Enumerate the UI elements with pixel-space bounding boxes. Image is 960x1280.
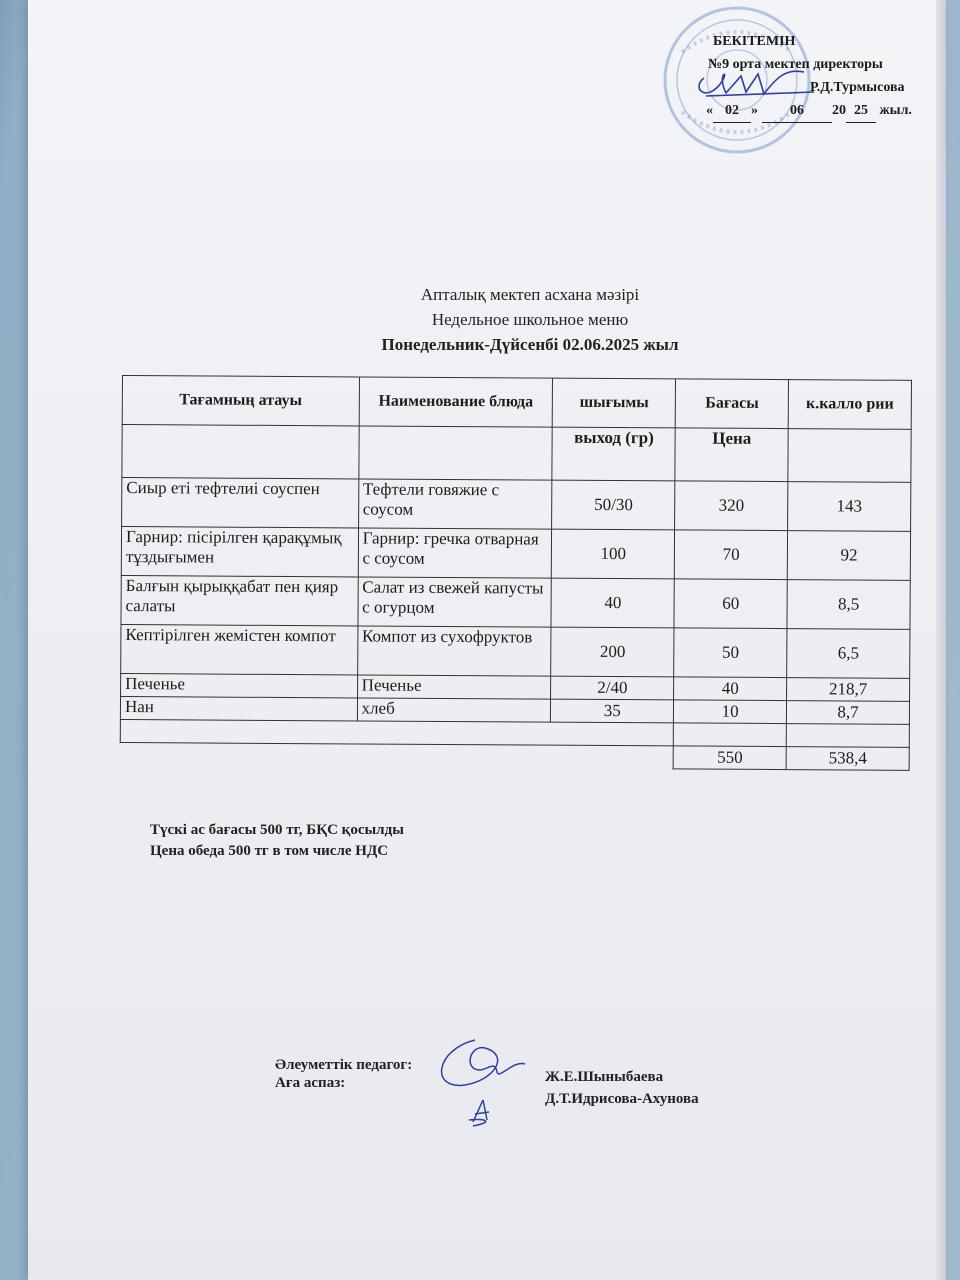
dish-kcal: 92 — [787, 531, 910, 581]
header-output: шығымы — [553, 378, 676, 428]
director-name: Р.Д.Турмысова — [810, 80, 905, 95]
dish-price: 40 — [674, 677, 787, 701]
dish-kcal: 8,7 — [787, 701, 910, 725]
signatures-handwritten — [425, 1030, 535, 1130]
dish-kz: Нан — [120, 696, 357, 720]
approval-title: БЕКІТЕМІН — [713, 34, 796, 49]
dish-output: 2/40 — [551, 676, 674, 700]
dish-price: 10 — [674, 700, 787, 724]
dish-kz: Балғын қырыққабат пен қияр салаты — [121, 575, 358, 625]
subheader-output: выход (гр) — [552, 427, 675, 481]
dish-output: 40 — [551, 578, 674, 628]
dish-kz: Кептірілген жемістен компот — [121, 624, 358, 674]
dish-price: 320 — [675, 481, 788, 531]
subheader-cell — [358, 426, 552, 480]
header-name-kz: Тағамның атауы — [122, 376, 359, 426]
subheader-cell — [788, 429, 911, 483]
dish-output: 35 — [551, 699, 674, 723]
dish-kcal: 8,5 — [787, 580, 910, 630]
header-price: Бағасы — [675, 379, 788, 429]
table-row — [122, 478, 911, 532]
total-spacer — [120, 742, 673, 768]
menu-table — [120, 375, 912, 771]
table-total-row — [120, 742, 909, 770]
dish-ru: Печенье — [357, 675, 551, 699]
blank-cell — [674, 723, 787, 747]
dish-kcal: 6,5 — [787, 629, 910, 679]
subheader-price: Цена — [675, 428, 788, 482]
role-head-cook: Аға аспаз: — [275, 1075, 346, 1091]
dish-output: 200 — [551, 627, 674, 677]
table-subheader — [122, 425, 911, 483]
date-month: 06 — [762, 99, 832, 123]
dish-output: 50/30 — [552, 480, 675, 530]
dish-kz: Гарнир: пісірілген қарақұмық тұздығымен — [121, 527, 358, 577]
dish-output: 100 — [552, 529, 675, 579]
name-head-cook: Д.Т.Идрисова-Ахунова — [545, 1091, 699, 1107]
role-social-pedagogue: Әлеуметтік педагог: — [275, 1057, 413, 1073]
signer-roles — [275, 1056, 412, 1092]
blank-cell — [786, 724, 909, 748]
director-signature — [686, 48, 826, 128]
dish-kcal: 218,7 — [787, 678, 910, 702]
table-row — [121, 624, 910, 678]
dish-price: 50 — [674, 628, 787, 678]
paper-edge — [936, 0, 946, 1280]
date-year-word: жыл. — [879, 103, 912, 118]
price-note-kz: Түскі ас бағасы 500 тг, БҚС қосылды — [150, 822, 404, 838]
total-kcal: 538,4 — [786, 747, 909, 771]
dish-price: 70 — [675, 530, 788, 580]
blank-cell — [120, 719, 673, 745]
approval-position: №9 орта мектеп директоры — [708, 57, 883, 72]
date-day: 02 — [713, 99, 751, 123]
menu-titles — [0, 282, 960, 357]
dish-ru: Гарнир: гречка отварная с соусом — [358, 528, 552, 578]
table-row — [121, 575, 910, 629]
date-year-suffix: 25 — [846, 99, 876, 123]
header-name-ru: Наименование блюда — [359, 377, 553, 427]
date-year-prefix: 20 — [832, 103, 846, 118]
title-ru: Недельное школьное меню — [431, 310, 629, 329]
dish-kz: Печенье — [121, 673, 358, 697]
title-day: Понедельник-Дүйсенбі 02.06.2025 жыл — [381, 335, 679, 354]
signer-names — [545, 1066, 699, 1110]
header-kcal: к.калло рии — [788, 380, 911, 430]
title-kz: Апталық мектеп асхана мәзірі — [420, 285, 640, 304]
price-note-ru: Цена обеда 500 тг в том числе НДС — [150, 843, 389, 859]
table-header — [122, 376, 911, 430]
dish-ru: Тефтели говяжие с соусом — [358, 479, 552, 529]
dish-price: 60 — [674, 579, 787, 629]
name-social-pedagogue: Ж.Е.Шыныбаева — [545, 1069, 664, 1085]
dish-kcal: 143 — [788, 482, 911, 532]
total-price: 550 — [673, 746, 786, 770]
subheader-cell — [122, 425, 359, 479]
dish-ru: Салат из свежей капусты с огурцом — [358, 577, 552, 627]
dish-kz: Сиыр еті тефтелиі соуспен — [122, 478, 359, 528]
approval-date: « 02 » 06 20 25 жыл. — [668, 99, 953, 123]
dish-ru: Компот из сухофруктов — [357, 626, 551, 676]
price-note — [150, 820, 404, 862]
dish-ru: хлеб — [357, 698, 551, 722]
table-row — [121, 527, 910, 581]
